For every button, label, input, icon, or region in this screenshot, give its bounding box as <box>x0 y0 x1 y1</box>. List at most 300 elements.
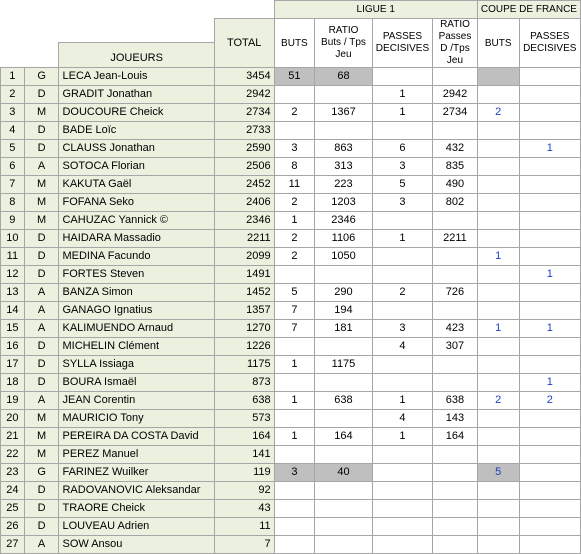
player-name: SOTOCA Florian <box>59 158 214 176</box>
cup-goals: 1 <box>477 320 519 338</box>
assists <box>372 374 432 392</box>
goal-ratio: 1367 <box>315 104 373 122</box>
total-minutes: 2406 <box>214 194 274 212</box>
cup-assists <box>519 446 580 464</box>
goal-ratio: 223 <box>315 176 373 194</box>
assists <box>372 536 432 554</box>
goals: 2 <box>274 230 315 248</box>
table-row <box>1 410 581 428</box>
position: D <box>24 518 59 536</box>
cup-assists <box>519 536 580 554</box>
player-name: MICHELIN Clément <box>59 338 214 356</box>
assists <box>372 212 432 230</box>
cup-goals <box>477 446 519 464</box>
goal-ratio <box>315 338 373 356</box>
cup-assists <box>519 212 580 230</box>
cup-goals <box>477 302 519 320</box>
row-number: 19 <box>1 392 25 410</box>
goals <box>274 536 315 554</box>
cup-assists: 1 <box>519 374 580 392</box>
row-number: 23 <box>1 464 25 482</box>
assists: 1 <box>372 392 432 410</box>
goals: 11 <box>274 176 315 194</box>
player-name: BANZA Simon <box>59 284 214 302</box>
goals: 1 <box>274 392 315 410</box>
goal-ratio <box>315 482 373 500</box>
cup-goals <box>477 374 519 392</box>
cup-assists <box>519 464 580 482</box>
goal-ratio <box>315 446 373 464</box>
assist-ratio <box>433 518 478 536</box>
cup-assists <box>519 122 580 140</box>
assists: 5 <box>372 176 432 194</box>
goals: 2 <box>274 104 315 122</box>
total-minutes: 2211 <box>214 230 274 248</box>
position: G <box>24 464 59 482</box>
total-minutes: 1491 <box>214 266 274 284</box>
assist-ratio <box>433 266 478 284</box>
assist-ratio: 2734 <box>433 104 478 122</box>
header-ratio-buts: RATIO Buts / Tps Jeu <box>315 19 373 68</box>
total-minutes: 1270 <box>214 320 274 338</box>
goal-ratio: 40 <box>315 464 373 482</box>
cup-assists <box>519 176 580 194</box>
row-number: 3 <box>1 104 25 122</box>
cup-goals: 2 <box>477 104 519 122</box>
row-number: 24 <box>1 482 25 500</box>
goals <box>274 500 315 518</box>
assist-ratio <box>433 248 478 266</box>
assist-ratio: 802 <box>433 194 478 212</box>
goals <box>274 266 315 284</box>
assists: 1 <box>372 86 432 104</box>
blank-cell <box>1 1 25 19</box>
cup-goals <box>477 86 519 104</box>
table-row <box>1 248 581 266</box>
total-minutes: 7 <box>214 536 274 554</box>
row-number: 1 <box>1 68 25 86</box>
goals: 1 <box>274 428 315 446</box>
assist-ratio: 307 <box>433 338 478 356</box>
table-row <box>1 104 581 122</box>
table-row <box>1 482 581 500</box>
assist-ratio: 2942 <box>433 86 478 104</box>
player-name: PEREZ Manuel <box>59 446 214 464</box>
goals: 5 <box>274 284 315 302</box>
table-row <box>1 500 581 518</box>
table-row <box>1 284 581 302</box>
row-number: 18 <box>1 374 25 392</box>
assists <box>372 266 432 284</box>
row-number: 7 <box>1 176 25 194</box>
goal-ratio: 313 <box>315 158 373 176</box>
assists <box>372 464 432 482</box>
goal-ratio <box>315 536 373 554</box>
row-number: 12 <box>1 266 25 284</box>
assists <box>372 248 432 266</box>
cup-assists <box>519 104 580 122</box>
assist-ratio: 638 <box>433 392 478 410</box>
table-row <box>1 464 581 482</box>
blank-cell <box>59 19 214 43</box>
table-row <box>1 428 581 446</box>
assists <box>372 302 432 320</box>
goals: 7 <box>274 302 315 320</box>
cup-goals <box>477 68 519 86</box>
row-number: 26 <box>1 518 25 536</box>
goal-ratio: 1106 <box>315 230 373 248</box>
assist-ratio <box>433 356 478 374</box>
goal-ratio <box>315 86 373 104</box>
cup-goals <box>477 158 519 176</box>
total-minutes: 11 <box>214 518 274 536</box>
table-body <box>1 68 581 554</box>
cup-assists <box>519 500 580 518</box>
goal-ratio: 194 <box>315 302 373 320</box>
total-minutes: 638 <box>214 392 274 410</box>
assists: 6 <box>372 140 432 158</box>
assist-ratio: 835 <box>433 158 478 176</box>
header-ratio-passes: RATIO Passes D /Tps Jeu <box>433 19 478 68</box>
goals: 2 <box>274 248 315 266</box>
table-row <box>1 266 581 284</box>
cup-assists: 1 <box>519 140 580 158</box>
assists: 3 <box>372 158 432 176</box>
assist-ratio: 2211 <box>433 230 478 248</box>
position: M <box>24 194 59 212</box>
cup-assists: 2 <box>519 392 580 410</box>
goal-ratio <box>315 266 373 284</box>
table-row <box>1 122 581 140</box>
player-name: TRAORE Cheick <box>59 500 214 518</box>
total-minutes: 2734 <box>214 104 274 122</box>
goals <box>274 374 315 392</box>
row-number: 2 <box>1 86 25 104</box>
assist-ratio <box>433 212 478 230</box>
assist-ratio <box>433 464 478 482</box>
table-row <box>1 176 581 194</box>
cup-assists <box>519 158 580 176</box>
player-name: CLAUSS Jonathan <box>59 140 214 158</box>
blank-cell <box>24 1 59 19</box>
player-name: SYLLA Issiaga <box>59 356 214 374</box>
total-minutes: 119 <box>214 464 274 482</box>
cup-goals <box>477 194 519 212</box>
header-coupe-de-france: COUPE DE FRANCE <box>477 1 580 19</box>
position: D <box>24 338 59 356</box>
total-minutes: 2452 <box>214 176 274 194</box>
goals: 1 <box>274 356 315 374</box>
cup-goals <box>477 536 519 554</box>
goal-ratio: 290 <box>315 284 373 302</box>
row-number: 16 <box>1 338 25 356</box>
assist-ratio <box>433 302 478 320</box>
assist-ratio <box>433 536 478 554</box>
row-number: 14 <box>1 302 25 320</box>
player-name: JEAN Corentin <box>59 392 214 410</box>
header-ligue1: LIGUE 1 <box>274 1 477 19</box>
assist-ratio <box>433 500 478 518</box>
goal-ratio: 181 <box>315 320 373 338</box>
player-name: CAHUZAC Yannick © <box>59 212 214 230</box>
player-name: HAIDARA Massadio <box>59 230 214 248</box>
goal-ratio <box>315 518 373 536</box>
total-minutes: 2942 <box>214 86 274 104</box>
row-number: 8 <box>1 194 25 212</box>
table-row <box>1 446 581 464</box>
cup-goals <box>477 140 519 158</box>
total-minutes: 2346 <box>214 212 274 230</box>
table-row <box>1 374 581 392</box>
position: M <box>24 212 59 230</box>
goals: 51 <box>274 68 315 86</box>
total-minutes: 573 <box>214 410 274 428</box>
position: M <box>24 410 59 428</box>
row-number: 22 <box>1 446 25 464</box>
header-buts: BUTS <box>274 19 315 68</box>
goal-ratio <box>315 374 373 392</box>
cup-assists <box>519 518 580 536</box>
player-name: SOW Ansou <box>59 536 214 554</box>
cup-assists: 1 <box>519 266 580 284</box>
goal-ratio: 164 <box>315 428 373 446</box>
position: A <box>24 284 59 302</box>
blank-cell <box>24 42 59 67</box>
table-row <box>1 338 581 356</box>
cup-assists <box>519 302 580 320</box>
goals: 7 <box>274 320 315 338</box>
total-minutes: 3454 <box>214 68 274 86</box>
cup-assists <box>519 86 580 104</box>
goals <box>274 122 315 140</box>
goal-ratio: 638 <box>315 392 373 410</box>
position: A <box>24 320 59 338</box>
table-row <box>1 140 581 158</box>
assists: 3 <box>372 320 432 338</box>
assists: 2 <box>372 284 432 302</box>
total-minutes: 2733 <box>214 122 274 140</box>
total-minutes: 92 <box>214 482 274 500</box>
cup-goals <box>477 410 519 428</box>
cup-goals <box>477 500 519 518</box>
total-minutes: 164 <box>214 428 274 446</box>
position: D <box>24 500 59 518</box>
position: A <box>24 536 59 554</box>
assist-ratio <box>433 374 478 392</box>
cup-assists <box>519 356 580 374</box>
position: D <box>24 374 59 392</box>
header-joueurs: JOUEURS <box>59 42 214 67</box>
player-name: MAURICIO Tony <box>59 410 214 428</box>
cup-assists <box>519 410 580 428</box>
assists: 4 <box>372 410 432 428</box>
assists: 4 <box>372 338 432 356</box>
assists <box>372 500 432 518</box>
assist-ratio <box>433 446 478 464</box>
position: M <box>24 104 59 122</box>
cup-goals <box>477 356 519 374</box>
row-number: 21 <box>1 428 25 446</box>
table-row <box>1 392 581 410</box>
goals <box>274 86 315 104</box>
player-name: GRADIT Jonathan <box>59 86 214 104</box>
row-number: 27 <box>1 536 25 554</box>
player-name: FARINEZ Wuilker <box>59 464 214 482</box>
goals: 2 <box>274 194 315 212</box>
position: A <box>24 392 59 410</box>
table-row <box>1 212 581 230</box>
table-row <box>1 68 581 86</box>
goals <box>274 446 315 464</box>
assist-ratio <box>433 482 478 500</box>
position: D <box>24 230 59 248</box>
player-name: LOUVEAU Adrien <box>59 518 214 536</box>
cup-goals <box>477 338 519 356</box>
cup-goals <box>477 122 519 140</box>
assists: 1 <box>372 104 432 122</box>
assist-ratio: 490 <box>433 176 478 194</box>
assist-ratio: 143 <box>433 410 478 428</box>
assists <box>372 446 432 464</box>
cup-goals: 5 <box>477 464 519 482</box>
player-name: GANAGO Ignatius <box>59 302 214 320</box>
assist-ratio: 432 <box>433 140 478 158</box>
blank-cell <box>59 1 214 19</box>
position: A <box>24 302 59 320</box>
header-cdf-buts: BUTS <box>477 19 519 68</box>
position: M <box>24 446 59 464</box>
assist-ratio <box>433 122 478 140</box>
blank-cell <box>1 19 25 43</box>
goal-ratio <box>315 122 373 140</box>
player-name: KAKUTA Gaël <box>59 176 214 194</box>
cup-assists <box>519 230 580 248</box>
cup-goals <box>477 428 519 446</box>
blank-cell <box>214 1 274 19</box>
goal-ratio: 2346 <box>315 212 373 230</box>
position: D <box>24 122 59 140</box>
position: D <box>24 482 59 500</box>
row-number: 5 <box>1 140 25 158</box>
assist-ratio: 164 <box>433 428 478 446</box>
goals <box>274 410 315 428</box>
position: G <box>24 68 59 86</box>
table-row <box>1 320 581 338</box>
row-number: 25 <box>1 500 25 518</box>
total-minutes: 2099 <box>214 248 274 266</box>
header-total: TOTAL <box>214 19 274 68</box>
player-name: KALIMUENDO Arnaud <box>59 320 214 338</box>
table-row <box>1 194 581 212</box>
cup-goals <box>477 212 519 230</box>
goal-ratio: 68 <box>315 68 373 86</box>
cup-goals <box>477 482 519 500</box>
header-cdf-passes: PASSES DECISIVES <box>519 19 580 68</box>
cup-assists: 1 <box>519 320 580 338</box>
total-minutes: 1226 <box>214 338 274 356</box>
row-number: 4 <box>1 122 25 140</box>
goals <box>274 338 315 356</box>
assists: 3 <box>372 194 432 212</box>
table-row <box>1 518 581 536</box>
player-name: MEDINA Facundo <box>59 248 214 266</box>
total-minutes: 1452 <box>214 284 274 302</box>
total-minutes: 873 <box>214 374 274 392</box>
player-name: LECA Jean-Louis <box>59 68 214 86</box>
position: D <box>24 86 59 104</box>
assists <box>372 482 432 500</box>
table-row <box>1 302 581 320</box>
goals <box>274 482 315 500</box>
row-number: 9 <box>1 212 25 230</box>
player-name: DOUCOURE Cheick <box>59 104 214 122</box>
goal-ratio: 1175 <box>315 356 373 374</box>
goal-ratio: 1050 <box>315 248 373 266</box>
row-number: 13 <box>1 284 25 302</box>
total-minutes: 1175 <box>214 356 274 374</box>
player-name: FORTES Steven <box>59 266 214 284</box>
goals: 1 <box>274 212 315 230</box>
cup-goals <box>477 266 519 284</box>
position: D <box>24 356 59 374</box>
total-minutes: 1357 <box>214 302 274 320</box>
player-name: FOFANA Seko <box>59 194 214 212</box>
header-passes: PASSES DECISIVES <box>372 19 432 68</box>
position: D <box>24 266 59 284</box>
goal-ratio: 863 <box>315 140 373 158</box>
goal-ratio <box>315 500 373 518</box>
row-number: 6 <box>1 158 25 176</box>
cup-goals <box>477 518 519 536</box>
total-minutes: 141 <box>214 446 274 464</box>
cup-assists <box>519 284 580 302</box>
goals: 3 <box>274 140 315 158</box>
cup-assists <box>519 482 580 500</box>
position: M <box>24 176 59 194</box>
assists <box>372 68 432 86</box>
player-name: PEREIRA DA COSTA David <box>59 428 214 446</box>
total-minutes: 2590 <box>214 140 274 158</box>
cup-goals <box>477 284 519 302</box>
table-row <box>1 158 581 176</box>
cup-goals: 2 <box>477 392 519 410</box>
goals <box>274 518 315 536</box>
blank-cell <box>1 42 25 67</box>
cup-assists <box>519 338 580 356</box>
position: M <box>24 428 59 446</box>
assists <box>372 518 432 536</box>
cup-assists <box>519 248 580 266</box>
goals: 8 <box>274 158 315 176</box>
assists: 1 <box>372 428 432 446</box>
assists <box>372 122 432 140</box>
blank-cell <box>24 19 59 43</box>
table-row <box>1 86 581 104</box>
cup-assists <box>519 194 580 212</box>
assist-ratio: 726 <box>433 284 478 302</box>
table-row <box>1 230 581 248</box>
cup-goals <box>477 230 519 248</box>
row-number: 10 <box>1 230 25 248</box>
goal-ratio: 1203 <box>315 194 373 212</box>
position: D <box>24 140 59 158</box>
position: D <box>24 248 59 266</box>
row-number: 15 <box>1 320 25 338</box>
row-number: 20 <box>1 410 25 428</box>
cup-assists <box>519 428 580 446</box>
assists: 1 <box>372 230 432 248</box>
row-number: 11 <box>1 248 25 266</box>
